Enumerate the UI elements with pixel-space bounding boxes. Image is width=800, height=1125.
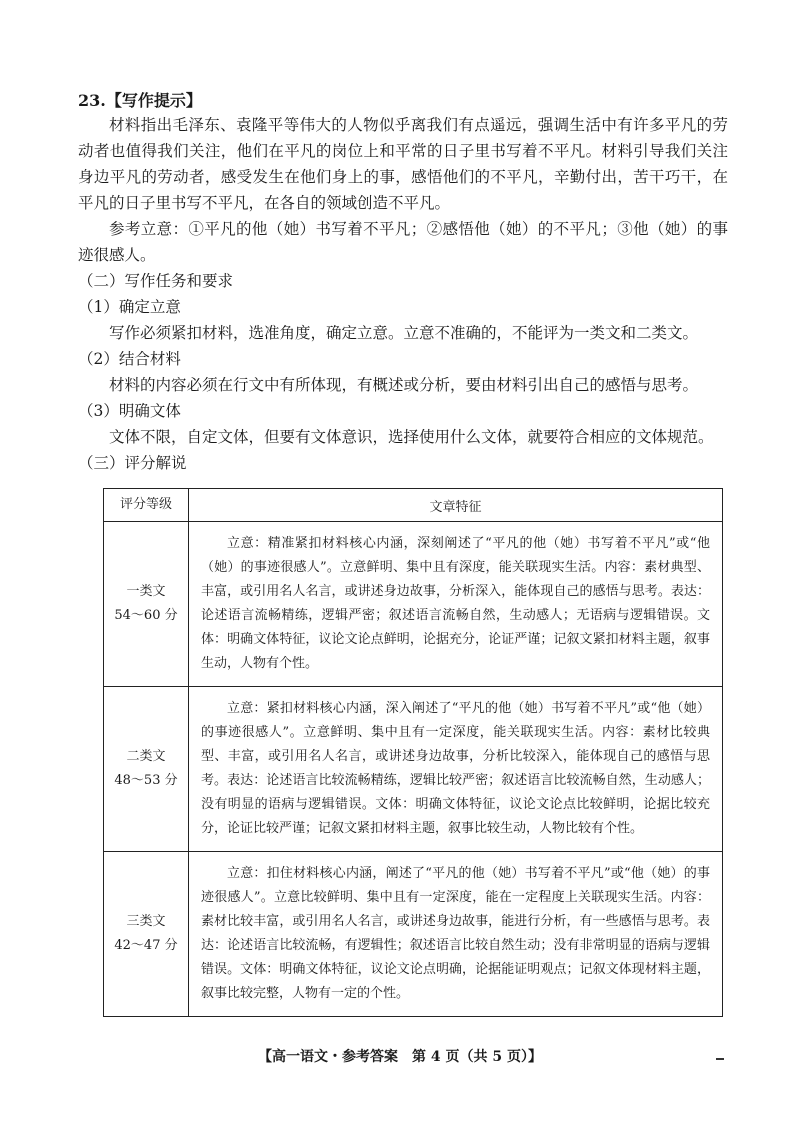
requirement-1-text: 写作必须紧扣材料，选准角度，确定立意。立意不准确的，不能评为一类文和二类文。 — [109, 324, 699, 342]
grade-features-text: 立意：紧扣材料核心内涵，深入阐述了“平凡的他（她）书写着不平凡”或“他（她）的事迹很感人”。立意鲜明、集中且有一定深度，能关联现实生活。内容：素材比较典型、丰富，或引用名人名言，或讲述身边故事，分析比较深入，能体现自己的感悟与思考。表达：论述语言比较流畅精练，逻辑比较严密；叙述语言比较流畅自然，生动感人；没有明显的语病与逻辑错误。文体：明确文体特征，议论文论点比较鲜明，论据比较充分，论证比较严谨；记叙文紧扣材料主题，叙事比较生动，人物比较有个性。 — [189, 687, 723, 852]
requirement-1-label: （1）确定立意 — [78, 298, 181, 316]
requirement-2-text: 材料的内容必须在行文中有所体现，有概述或分析，要由材料引出自己的感悟与思考。 — [109, 376, 699, 394]
requirement-3-label: （3）明确文体 — [78, 402, 181, 420]
grade-score-range: 54～60 分 — [114, 608, 178, 623]
grade-level-cell — [104, 522, 189, 687]
grade-level-name: 一类文 — [126, 584, 166, 599]
grading-table — [103, 488, 723, 1017]
grade-features-text: 立意：精准紧扣材料核心内涵，深刻阐述了“平凡的他（她）书写着不平凡”或“他（她）的事迹很感人”。立意鲜明、集中且有深度，能关联现实生活。内容：素材典型、丰富，或引用名人名言，或讲述身边故事，分析深入，能体现自己的感悟与思考。表达：论述语言流畅精练，逻辑严密；叙述语言流畅自然，生动感人；无语病与逻辑错误。文体：明确文体特征，议论文论点鲜明，论据充分，论证严谨；记叙文紧扣材料主题，叙事生动，人物有个性。 — [189, 522, 723, 687]
page-footer: 【高一语文・参考答案 第 4 页（共 5 页）】 — [258, 1049, 542, 1065]
table-header-row — [104, 489, 723, 522]
grade-level-cell — [104, 852, 189, 1017]
table-row — [104, 522, 723, 687]
section3-heading: （三）评分解说 — [78, 454, 187, 472]
requirement-2-label: （2）结合材料 — [78, 350, 181, 368]
grade-score-range: 42～47 分 — [114, 938, 178, 953]
grade-features-text: 立意：扣住材料核心内涵，阐述了“平凡的他（她）书写着不平凡”或“他（她）的事迹很感人”。立意比较鲜明、集中且有一定深度，能在一定程度上关联现实生活。内容：素材比较丰富，或引用名人名言，或讲述身边故事，能进行分析，有一些感悟与思考。表达：论述语言比较流畅，有逻辑性；叙述语言比较自然生动；没有非常明显的语病与逻辑错误。文体：明确文体特征，议论文论点明确，论据能证明观点；记叙文体现材料主题，叙事比较完整，人物有一定的个性。 — [189, 852, 723, 1017]
grade-level-name: 三类文 — [126, 914, 166, 929]
table-row — [104, 687, 723, 852]
question-title: 【写作提示】 — [105, 91, 202, 110]
table-row — [104, 852, 723, 1017]
requirement-3-text: 文体不限，自定文体，但要有文体意识，选择使用什么文体，就要符合相应的文体规范。 — [109, 428, 714, 446]
material-analysis-paragraph: 材料指出毛泽东、袁隆平等伟大的人物似乎离我们有点遥远，强调生活中有许多平凡的劳动者也值得我们关注，他们在平凡的岗位上和平常的日子里书写着不平凡。材料引导我们关注身边平凡的劳动者，感受发生在他们身上的事，感悟他们的不平凡，辛勤付出，苦干巧干，在平凡的日子里书写不平凡，在各自的领域创造不平凡。 — [78, 116, 728, 212]
corner-mark — [716, 1058, 724, 1060]
question-header — [78, 88, 728, 111]
grade-level-name: 二类文 — [126, 749, 166, 764]
grade-score-range: 48～53 分 — [114, 773, 178, 788]
header-features: 文章特征 — [189, 489, 723, 522]
section2-heading: （二）写作任务和要求 — [78, 272, 234, 290]
question-number: 23. — [78, 91, 106, 110]
writing-hint-body — [78, 112, 728, 476]
grade-level-cell — [104, 687, 189, 852]
header-grade-level: 评分等级 — [104, 489, 189, 522]
reference-theme-paragraph: 参考立意：①平凡的他（她）书写着不平凡；②感悟他（她）的不平凡；③他（她）的事迹很感人。 — [78, 220, 728, 264]
